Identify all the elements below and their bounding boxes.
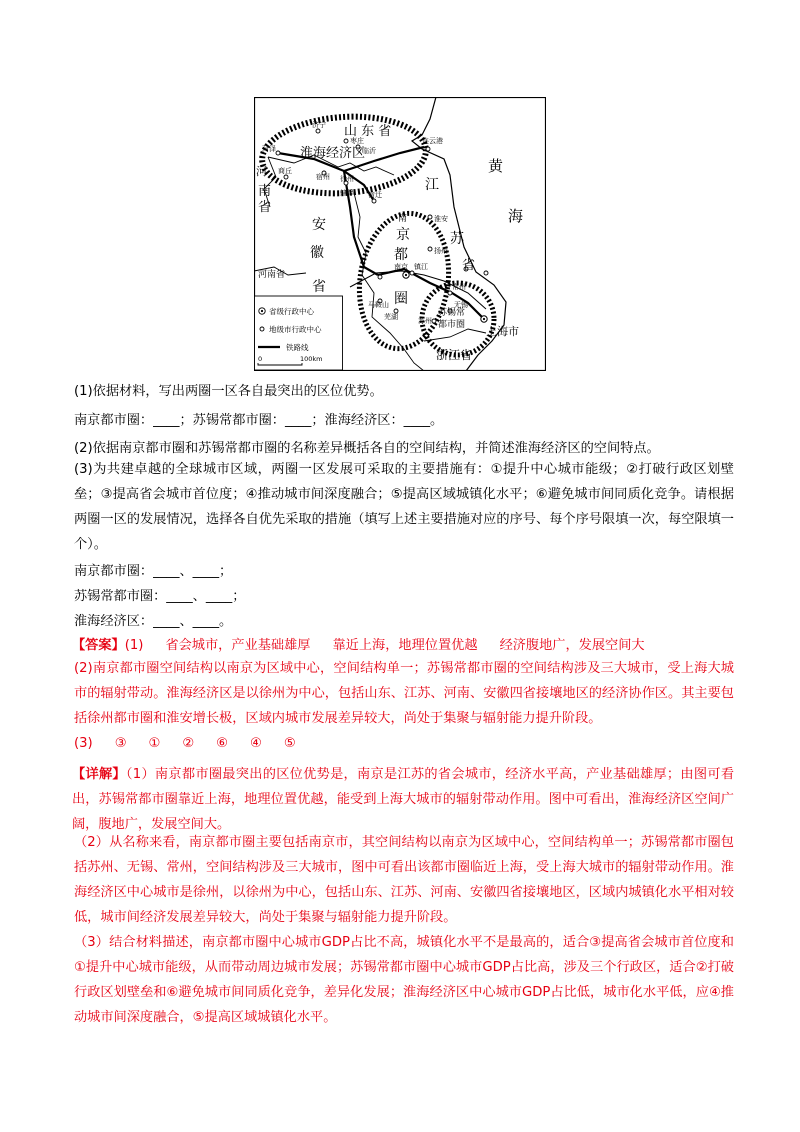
- label-jiang: 江: [425, 177, 439, 193]
- answer-1-num: (1): [124, 638, 144, 653]
- question-3-sxc: 苏锡常都市圈：____、____；: [74, 589, 246, 604]
- answer-3-item: ④: [250, 736, 262, 751]
- question-1: (1)依据材料，写出两圈一区各自最突出的区位优势。: [74, 384, 383, 399]
- detail-2: （2）从名称来看，南京都市圈主要包括南京市，其空间结构以南京为区域中心，空间结构单一；苏锡常都市圈包括苏州、无锡、常州，空间结构涉及三大城市，图中可看出该都市圈临近上海，受上海大城市的辐射带动作用。淮海经济区中心城市是徐州，以徐州为中心，包括山东、江苏、河南、安徽四省接壤地区，区域内城镇化水平相对较低，城市间经济发展差异较大，尚处于集聚与辐射能力提升阶段。: [74, 835, 734, 925]
- city-shangqiu: 商丘: [278, 167, 292, 175]
- label-zhejiang: 浙江省: [436, 348, 473, 362]
- label-sxc: 苏锡常: [438, 308, 466, 318]
- answer-1-3: 经济腹地广，发展空间大: [499, 638, 645, 653]
- city-wuxi: 无锡: [454, 301, 468, 309]
- answer-tag: 【答案】: [72, 638, 125, 653]
- city-huaian: 淮安: [434, 215, 448, 223]
- city-linyi: 临沂: [362, 147, 376, 155]
- city-maanshan: 马鞍山: [368, 301, 389, 309]
- question-1-blanks: 南京都市圈：____；苏锡常都市圈：____；淮海经济区：____。: [74, 413, 444, 428]
- label-huang: 黄: [488, 157, 504, 175]
- question-3: (3)为共建卓越的全球城市区域，两圈一区发展可采取的主要措施有：①提升中心城市能级；②打破行政区划壁垒；③提高省会城市首位度；④推动城市间深度融合；⑤提高区域城镇化水平；⑥避免城市间同质化竞争。请根据两圈一区的发展情况，选择各自优先采取的措施（填写上述主要措施对应的序号、每个序号限填一次，每空限填一个）。: [74, 462, 734, 552]
- detail-tag: 【详解】: [72, 767, 126, 782]
- question-3-huaihai: 淮海经济区：____、____。: [74, 614, 233, 629]
- detail-1: [72, 762, 734, 837]
- legend-scale: 100km: [300, 355, 323, 363]
- answer-line-1: [72, 636, 645, 655]
- label-henan-sheng: 省: [258, 200, 272, 215]
- answer-3-item: ⑥: [216, 736, 228, 751]
- city-zhenjiang: 镇江: [414, 263, 428, 271]
- city-suzhou: 苏州: [418, 317, 432, 325]
- detail-3: （3）结合材料描述，南京都市圈中心城市GDP占比不高，城镇化水平不是最高的，适合③提高省会城市首位度和①提升中心城市能级，从而带动周边城市发展；苏锡常都市圈中心城市GDP占比高，涉及三个行政区，适合②打破行政区划壁垒和⑥避免城市间同质化竞争，差异化发展；淮海经济区中心城市GDP占比低，城市化水平低，应④推动城市间深度融合，⑤提高区域城镇化水平。: [74, 935, 734, 1025]
- label-nan-small: 南: [398, 214, 408, 224]
- answer-line-3: [74, 734, 296, 753]
- answer-1-1: 省会城市，产业基础雄厚: [165, 638, 311, 653]
- answer-2: (2)南京都市圈空间结构以南京为区域中心，空间结构单一；苏锡常都市圈的空间结构涉及三大城市，受上海大城市的辐射带动。淮海经济区是以徐州为中心，包括山东、江苏、河南、安徽四省接壤地区的经济协作区。其主要包括徐州都市圈和淮安增长极，区域内城市发展差异较大，尚处于集聚与辐射能力提升阶段。: [74, 661, 734, 726]
- shanghai-capital-dot: [483, 318, 485, 320]
- label-shandong: 山 东 省: [344, 124, 392, 139]
- label-jing: 京: [396, 227, 410, 243]
- label-dsq: 都市圈: [438, 320, 466, 330]
- city-jining: 济宁: [312, 121, 326, 129]
- label-huaihai: 淮海经济区: [300, 146, 366, 161]
- city-suzhou-ah: 宿州: [316, 173, 330, 181]
- legend-prefecture: 地级市行政中心: [269, 325, 322, 334]
- detail-1-text: （1）南京都市圈最突出的区位优势是，南京是江苏的省会城市，经济水平高，产业基础雄厚；由图可看出，苏锡常都市圈靠近上海，地理位置优越，能受到上海大城市的辐射带动作用。图中可看出，淮海经济区空间广阔，腹地广，发展空间大。: [72, 767, 735, 832]
- label-nan: 南: [258, 184, 272, 199]
- answer-3-item: ③: [114, 736, 127, 751]
- question-3-nanjing: 南京都市圈：____、____；: [74, 564, 233, 579]
- map-legend: [255, 296, 343, 370]
- label-henan-small: 河南省: [258, 270, 286, 280]
- city-bengbu: 蚌埠: [340, 189, 354, 197]
- legend-railway: 铁路线: [286, 343, 309, 352]
- answer-3-num: (3): [74, 736, 93, 751]
- city-changzhou: 常州: [452, 283, 466, 291]
- label-hai: 海: [508, 207, 524, 225]
- city-nanjing: 南京: [394, 263, 408, 271]
- city-suqian: 宿迁: [368, 191, 382, 199]
- city-xuzhou: 徐州: [340, 175, 354, 183]
- svg-text:0: 0: [258, 355, 263, 363]
- city-heze: 菏泽: [262, 145, 276, 153]
- answer-3-item: ①: [148, 736, 161, 751]
- city-yangzhou: 扬州: [434, 247, 448, 255]
- label-he: 河: [256, 165, 267, 178]
- legend-provincial: 省级行政中心: [269, 307, 314, 316]
- nanjing-capital-dot: [405, 274, 407, 276]
- label-anhui-sheng: 省: [312, 279, 326, 295]
- city-lianyungang: 连云港: [422, 137, 443, 145]
- answer-3-item: ②: [182, 736, 195, 751]
- label-su: 苏: [450, 231, 464, 247]
- answer-3-item: ⑤: [283, 736, 296, 751]
- label-hui: 徽: [310, 245, 324, 261]
- label-shanghai: 上海市: [486, 325, 519, 338]
- label-sheng: 省: [462, 258, 476, 273]
- answer-1-2: 靠近上海，地理位置优越: [332, 638, 478, 653]
- label-an: 安: [312, 217, 326, 233]
- region-map: [254, 97, 546, 371]
- label-quan: 圈: [394, 291, 408, 307]
- city-zaozhuang: 枣庄: [350, 137, 364, 145]
- city-wuhu: 芜湖: [384, 313, 398, 321]
- label-du: 都: [394, 247, 408, 263]
- question-2: (2)依据南京都市圈和苏锡常都市圈的名称差异概括各自的空间结构，并简述淮海经济区的空间特点。: [74, 441, 660, 456]
